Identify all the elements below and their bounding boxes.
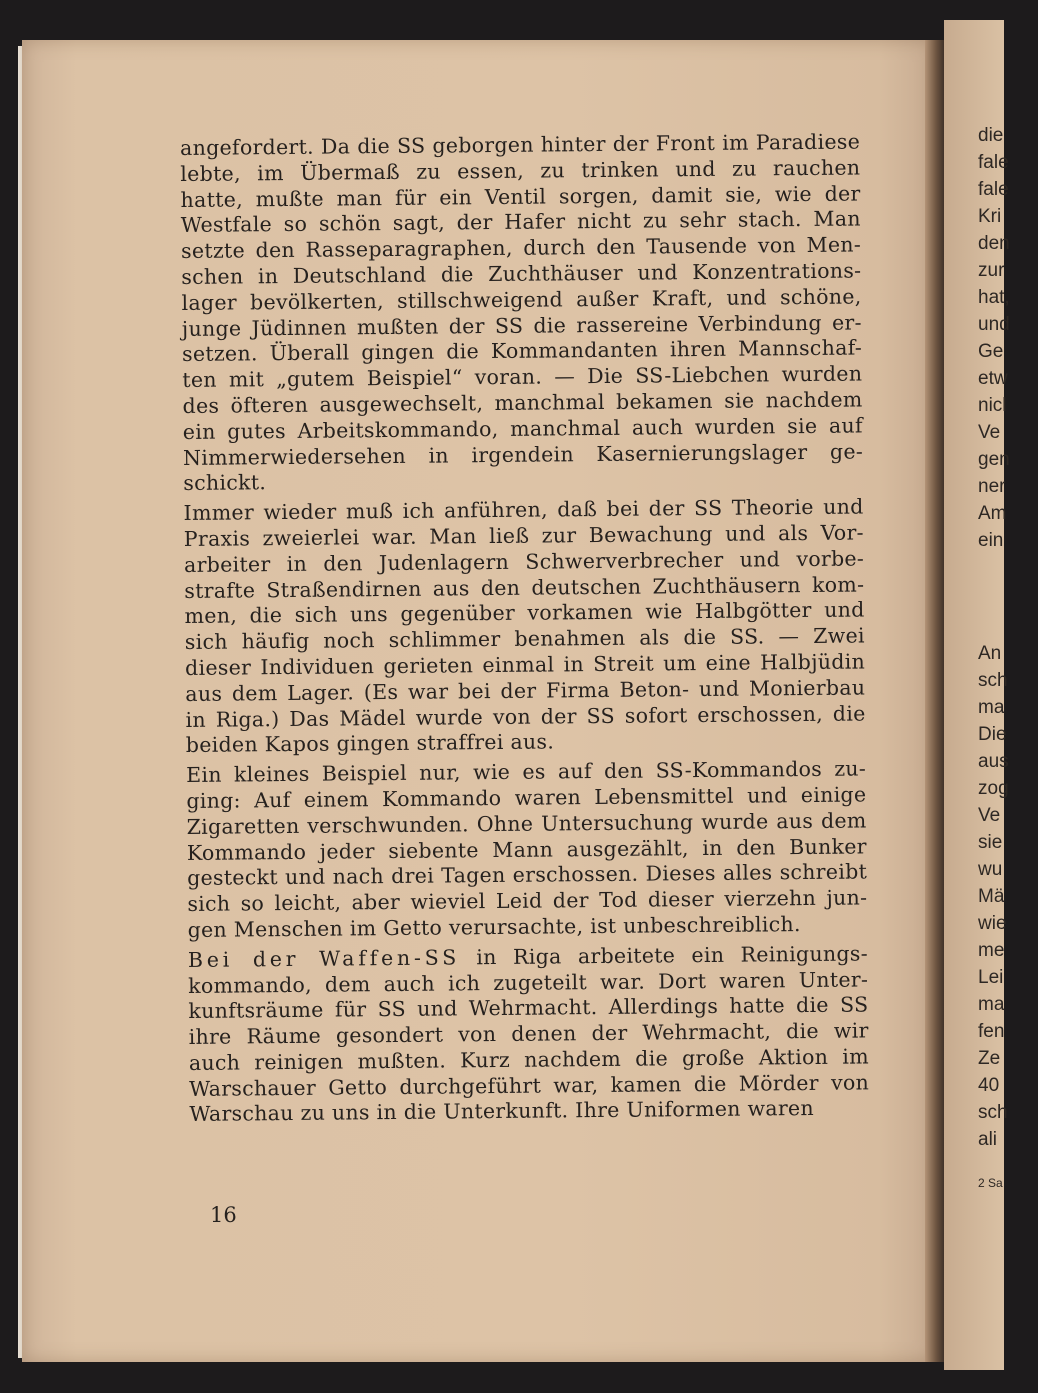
right-page-fragment: ner [978,476,1006,497]
text-line: Praxis zweierlei war. Man ließ zur Bewachung und als Vor- [183,520,864,551]
right-page-fragment: Mä [978,886,1005,907]
right-page-fragment: fen [978,1021,1005,1042]
text-line: ten mit „gutem Beispiel“ voran. — Die SS-Liebchen wurden [182,361,863,393]
text-line: lager bevölkerten, stillschweigend außer Kraft, und schöne, [181,284,862,315]
text-line: gen Menschen im Getto verursachte, ist unbeschreiblich. [187,911,801,942]
right-page-fragment: wu [978,859,1003,880]
right-page-fragment: nicl [978,395,1007,416]
right-page-fragment: ma [978,697,1005,718]
right-page-fragment: Kri [978,206,1002,227]
text-line: setzte den Rasseparagraphen, durch den Tausende von Men- [180,232,862,264]
right-page-fragment: Lei [978,967,1004,988]
page-number: 16 [210,1203,237,1227]
right-page-fragment: Ze [978,1048,1001,1069]
text-line: des öfteren ausgewechselt, manchmal bekamen sie nachdem [182,387,863,418]
text-line: Nimmerwiedersehen in irgendein Kasernierungslager ge- [182,439,864,470]
text-line: Ein kleines Beispiel nur, wie es auf den SS-Kommandos zu- [186,756,867,788]
text-line: junge Jüdinnen mußten der SS die rassereine Verbindung er- [181,310,862,341]
text-line: Immer wieder muß ich anführen, daß bei der SS Theorie und [183,494,864,526]
text-line: dieser Individuen gerieten einmal in Streit um eine Halbjüdin [184,649,866,680]
right-page-fragment: hat, [978,287,1010,308]
text-line: Warschauer Getto durchgeführt war, kamen die Mörder von [189,1070,870,1101]
right-page-fragment: me [978,940,1005,961]
right-page-fragment: 40 [978,1075,1000,1096]
right-page-fragment: Ve [978,422,1001,443]
text-line: Zigaretten verschwunden. Ohne Untersuchung wurde aus dem [186,808,867,839]
right-page-fragment: aus [978,751,1009,772]
book-gutter [925,40,945,1362]
right-page-fragment: ein [978,530,1004,551]
right-page-fragment: etw [978,368,1008,389]
spaced-emphasis: Bei der Waffen-SS [187,945,461,972]
right-page-fragment: sch [978,670,1008,691]
paragraph [180,129,863,497]
paragraph [188,941,870,1128]
text-line: aus dem Lager. (Es war bei der Firma Beton- und Monierbau [185,675,866,706]
right-page-fragment: Ve [978,805,1001,826]
right-page-fragments-top [978,122,1038,554]
text-line: Warschau zu uns in die Unterkunft. Ihre Uniformen waren [189,1096,815,1127]
text-line: men, die sich uns gegenüber vorkamen wie Halbgötter und [184,597,865,629]
right-page-fragments-bottom [978,640,1038,1153]
text-line: beiden Kapos gingen straffrei aus. [185,729,555,758]
right-page-fragment: ali [978,1129,998,1150]
text-line: Westfale so schön sagt, der Hafer nicht zu sehr stach. Man [180,206,861,238]
text-line: Kommando jeder siebente Mann ausgezählt, in den Bunker [186,833,867,865]
text-line: arbeiter in den Judenlagern Schwerverbrecher und vorbe- [184,546,865,577]
body-text [180,129,869,1128]
right-page-fragment: wie [978,913,1007,934]
right-page-fragment: ma [978,994,1005,1015]
text-line: auch reinigen mußten. Kurz nachdem die große Aktion im [188,1044,869,1075]
right-page-fragment: zog [978,778,1009,799]
text-line: angefordert. Da die SS geborgen hinter der Front im Paradiese [180,129,861,160]
right-page-fragment: Am [978,503,1007,524]
text-line: in Riga.) Das Mädel wurde von der SS sofort erschossen, die [185,700,866,732]
right-page-fragment: Ge [978,341,1004,362]
right-page-fragment: die [978,125,1004,146]
text-line: ein gutes Arbeitskommando, manchmal auch wurden sie auf [182,413,863,444]
text-line: ging: Auf einem Kommando waren Lebensmittel und einige [186,782,867,813]
text-line: sich häufig noch schlimmer benahmen als die SS. — Zwei [184,623,865,655]
text-line-rest: in Riga arbeitete ein Reinigungs- [459,941,868,970]
text-line: ihre Räume gesondert von denen der Wehrmacht, die wir [188,1018,869,1050]
book-page-right [944,20,1010,1370]
right-page-fragment: fale [978,179,1009,200]
right-page-fragment: den [978,233,1010,254]
right-page-fragment: zur [978,260,1005,281]
right-page-fragment: Die [978,724,1007,745]
right-page-fragment: und [978,314,1010,335]
right-page-fragment: sie [978,832,1003,853]
text-line: strafte Straßendirnen aus den deutschen Zuchthäusern kom- [184,571,865,603]
text-line: kunftsräume für SS und Wehrmacht. Allerdings hatte die SS [188,992,869,1024]
text-line: schickt. [183,470,267,496]
right-page-footer: 2 Sa [978,1176,1003,1190]
right-page-fragment: fale [978,152,1009,173]
text-line: schen in Deutschland die Zuchthäuser und Konzentrations- [181,258,862,289]
text-line: kommando, dem auch ich zugeteilt war. Dort waren Unter- [188,966,869,998]
text-line: gesteckt und nach drei Tagen erschossen. Dieses alles schreibt [187,859,868,891]
text-line: setzen. Überall gingen die Kommandanten ihren Mannschaf- [181,335,863,367]
right-page-fragment: gen [978,449,1010,470]
paragraph [186,757,868,944]
text-line: lebte, im Übermaß zu essen, zu trinken und zu rauchen [180,155,861,186]
right-page-fragment: An [978,643,1002,664]
text-line: hatte, mußte man für ein Ventil sorgen, damit sie, wie der [180,181,861,212]
paragraph [184,495,866,759]
text-line: sich so leicht, aber wieviel Leid der Tod dieser vierzehn jun- [187,885,868,917]
right-page-fragment: sch [978,1102,1008,1123]
